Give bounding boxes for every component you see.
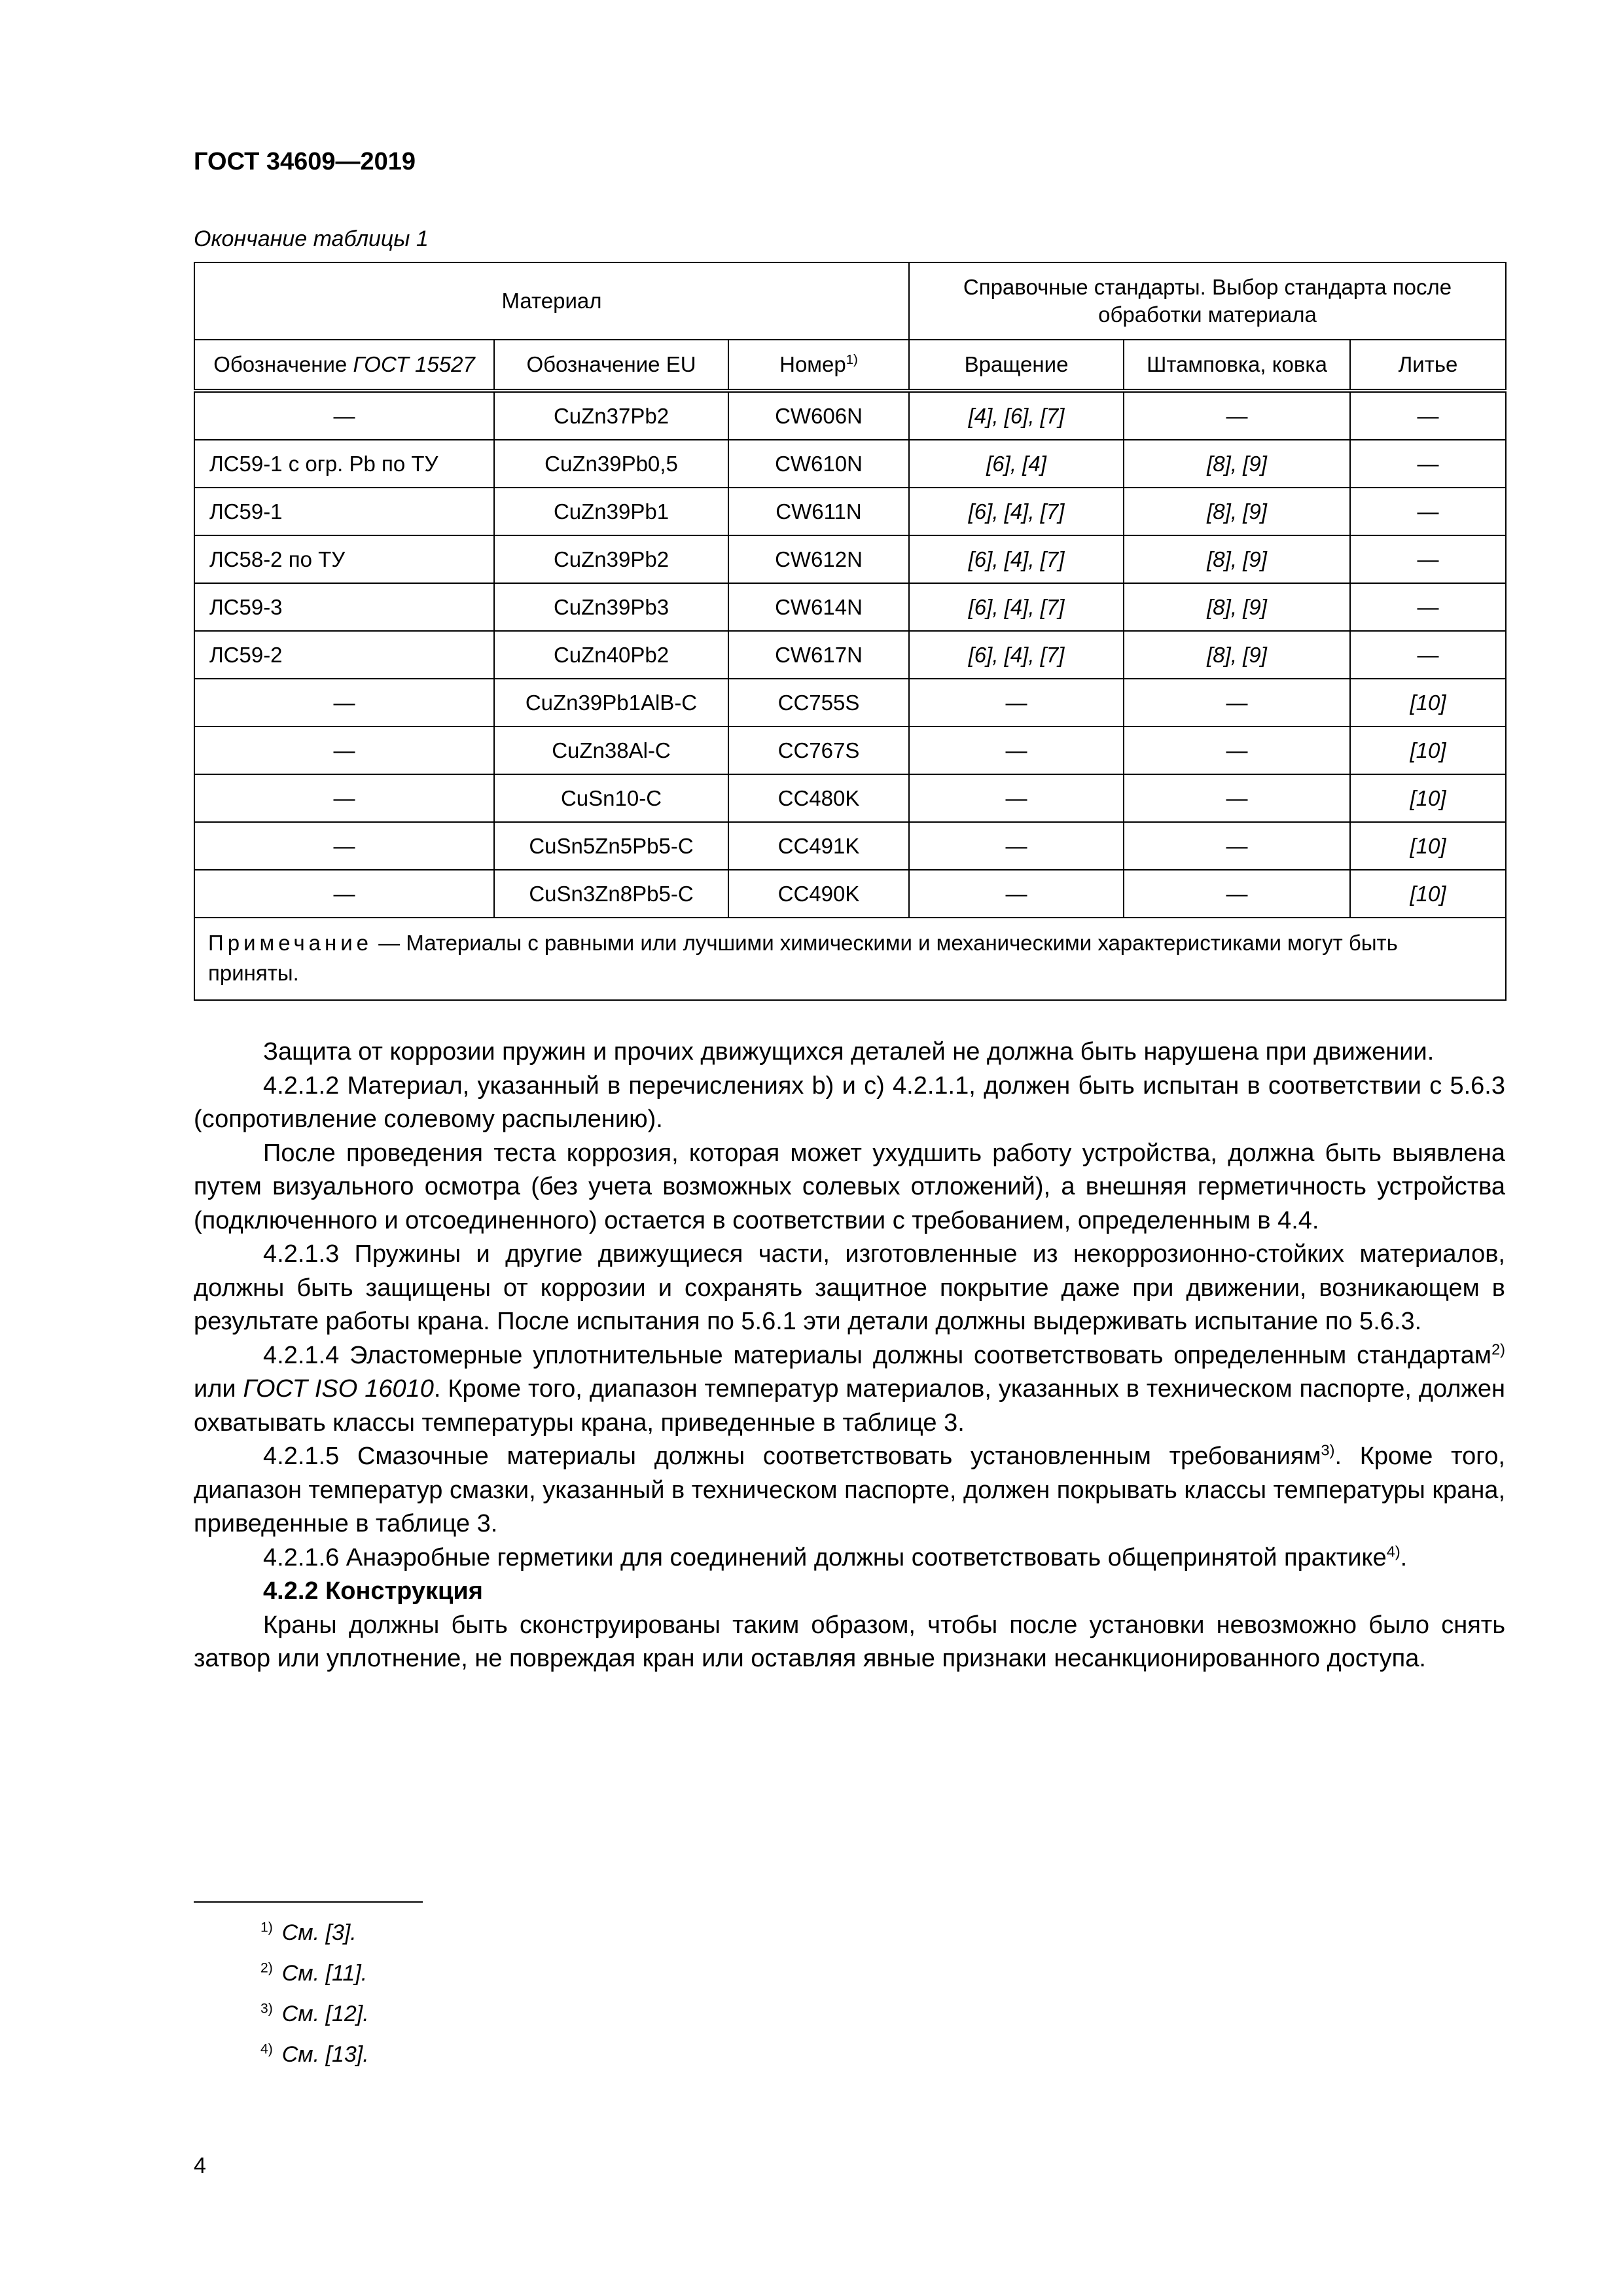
- table-row: [194, 391, 1506, 440]
- footnotes: [260, 1912, 369, 2075]
- body-text: [194, 1035, 1505, 1676]
- table-row: [194, 822, 1506, 870]
- table-cell: [8], [9]: [1124, 535, 1350, 583]
- table-cell: CW617N: [728, 631, 909, 679]
- table-cell: ЛС59-1 с огр. Pb по ТУ: [194, 440, 494, 488]
- table-cell: [8], [9]: [1124, 583, 1350, 631]
- table-cell: CC490K: [728, 870, 909, 918]
- footnote-mark: 2): [260, 1960, 273, 1976]
- table-cell: —: [909, 679, 1124, 726]
- table-cell: —: [194, 679, 494, 726]
- table-cell: CuZn38Al-C: [494, 726, 728, 774]
- column-header-number-footnote: 1): [846, 352, 858, 367]
- table-note-label: Примечание: [208, 931, 373, 955]
- table-cell: CC755S: [728, 679, 909, 726]
- table-cell: —: [194, 391, 494, 440]
- table-cell: —: [1124, 391, 1350, 440]
- column-header-eu: Обозначение EU: [494, 340, 728, 391]
- page-number: 4: [194, 2153, 206, 2178]
- table-cell: —: [194, 774, 494, 822]
- table-row: [194, 535, 1506, 583]
- table-cell: —: [1350, 440, 1506, 488]
- table-cell: [10]: [1350, 726, 1506, 774]
- paragraph-text: . Кроме того, диапазон температур смазки, указанный в техническом паспорте, должен покрывать классы температуры крана, приведенные в таблице 3.: [194, 1443, 1505, 1537]
- column-header-gost-prefix: Обозначение: [213, 352, 353, 376]
- paragraph: 4.2.1.3 Пружины и другие движущиеся части, изготовленные из некоррозионно-стойких материалов, должны быть защищены от коррозии и сохранять защитное покрытие даже при движении, возникающем в результате работы крана. После испытания по 5.6.1 эти детали должны выдерживать испытание по 5.6.3.: [194, 1240, 1505, 1335]
- group-header-material: Материал: [194, 262, 909, 340]
- table-cell: —: [1350, 488, 1506, 535]
- footnote: [260, 2034, 369, 2075]
- table-row: [194, 583, 1506, 631]
- paragraph-text: 4.2.1.6 Анаэробные герметики для соединений должны соответствовать общепринятой практике: [263, 1543, 1387, 1571]
- table-cell: ЛС58-2 по ТУ: [194, 535, 494, 583]
- column-header-stamping: Штамповка, ковка: [1124, 340, 1350, 391]
- table-cell: ЛС59-3: [194, 583, 494, 631]
- group-header-standards: Справочные стандарты. Выбор стандарта после обработки материала: [909, 262, 1506, 340]
- paragraph-text: 4.2.1.4 Эластомерные уплотнительные материалы должны соответствовать определенным стандартам: [263, 1341, 1492, 1369]
- standard-reference: ГОСТ ISO 16010: [243, 1375, 434, 1403]
- table-cell: —: [194, 822, 494, 870]
- table-cell: [6], [4], [7]: [909, 535, 1124, 583]
- column-header-number-label: Номер: [779, 352, 846, 376]
- table-cell: CW610N: [728, 440, 909, 488]
- column-header-number: [728, 340, 909, 391]
- table-cell: CuSn3Zn8Pb5-C: [494, 870, 728, 918]
- paragraph: После проведения теста коррозия, которая может ухудшить работу устройства, должна быть выявлена путем визуального осмотра (без учета возможных солевых отложений), а внешняя герметичность устройства (подключенного и отсоединенного) остается в соответствии с требованием, определенным в 4.4.: [194, 1139, 1505, 1234]
- footnote: [260, 1994, 369, 2034]
- column-header-rotation: Вращение: [909, 340, 1124, 391]
- table-note-text: — Материалы с равными или лучшими химическими и механическими характеристиками могут быть приняты.: [208, 931, 1398, 985]
- table-cell: [6], [4], [7]: [909, 488, 1124, 535]
- table-header-row-columns: [194, 340, 1506, 391]
- table-row: [194, 726, 1506, 774]
- paragraph: [194, 1339, 1505, 1441]
- table-cell: [8], [9]: [1124, 488, 1350, 535]
- footnote-text: См. [12].: [281, 2001, 369, 2026]
- table-cell: —: [1124, 726, 1350, 774]
- materials-table: [194, 262, 1507, 1001]
- footnote-mark: 3): [260, 2001, 273, 2017]
- footnote-ref: 2): [1491, 1340, 1505, 1357]
- column-header-gost: [194, 340, 494, 391]
- table-cell: CuZn37Pb2: [494, 391, 728, 440]
- table-cell: CuZn39Pb1: [494, 488, 728, 535]
- column-header-casting: Литье: [1350, 340, 1506, 391]
- footnote-text: См. [3].: [281, 1920, 357, 1945]
- paragraph-text: или: [194, 1375, 243, 1403]
- footnote-mark: 4): [260, 2041, 273, 2057]
- table-cell: [10]: [1350, 679, 1506, 726]
- table-cell: —: [909, 726, 1124, 774]
- table-cell: —: [1124, 774, 1350, 822]
- table-cell: [6], [4], [7]: [909, 631, 1124, 679]
- table-cell: CC491K: [728, 822, 909, 870]
- paragraph-text: 4.2.1.5 Смазочные материалы должны соответствовать установленным требованиям: [263, 1443, 1321, 1470]
- table-cell: —: [909, 822, 1124, 870]
- document-header: ГОСТ 34609—2019: [194, 148, 416, 175]
- table-cell: —: [194, 726, 494, 774]
- table-cell: CW611N: [728, 488, 909, 535]
- table-row: [194, 679, 1506, 726]
- footnote: [260, 1912, 369, 1953]
- table-cell: [10]: [1350, 870, 1506, 918]
- footnote-ref: 3): [1321, 1441, 1335, 1459]
- table-cell: —: [194, 870, 494, 918]
- table-cell: CuZn39Pb0,5: [494, 440, 728, 488]
- table-cell: CW606N: [728, 391, 909, 440]
- paragraph: Защита от коррозии пружин и прочих движущихся деталей не должна быть нарушена при движении.: [263, 1038, 1435, 1066]
- table-cell: —: [1350, 631, 1506, 679]
- footnote: [260, 1953, 369, 1994]
- table-cell: —: [1124, 822, 1350, 870]
- table-cell: [6], [4]: [909, 440, 1124, 488]
- paragraph-text: . Кроме того, диапазон температур материалов, указанных в техническом паспорте, должен охватывать классы температуры крана, приведенные в таблице 3.: [194, 1375, 1506, 1437]
- table-cell: CuZn39Pb3: [494, 583, 728, 631]
- footnote-divider: [194, 1901, 423, 1903]
- table-cell: —: [909, 774, 1124, 822]
- table-cell: CuZn39Pb1AlB-C: [494, 679, 728, 726]
- table-cell: CuSn10-C: [494, 774, 728, 822]
- table-cell: —: [1350, 583, 1506, 631]
- table-cell: [6], [4], [7]: [909, 583, 1124, 631]
- table-cell: CW614N: [728, 583, 909, 631]
- paragraph-text: .: [1400, 1543, 1408, 1571]
- table-cell: CW612N: [728, 535, 909, 583]
- table-cell: [10]: [1350, 822, 1506, 870]
- table-cell: —: [1350, 391, 1506, 440]
- table-row: [194, 440, 1506, 488]
- footnote-ref: 4): [1386, 1542, 1400, 1560]
- table-row: [194, 631, 1506, 679]
- table-cell: [8], [9]: [1124, 440, 1350, 488]
- table-cell: CuZn39Pb2: [494, 535, 728, 583]
- table-row: [194, 774, 1506, 822]
- table-cell: CC480K: [728, 774, 909, 822]
- table-cell: —: [909, 870, 1124, 918]
- table-caption: Окончание таблицы 1: [194, 226, 429, 251]
- paragraph: [194, 1440, 1505, 1541]
- paragraph: 4.2.1.2 Материал, указанный в перечислениях b) и c) 4.2.1.1, должен быть испытан в соответствии с 5.6.3 (сопротивление солевому распылению).: [194, 1071, 1505, 1133]
- paragraph: [194, 1541, 1505, 1575]
- table-cell: [10]: [1350, 774, 1506, 822]
- table-cell: ЛС59-1: [194, 488, 494, 535]
- table-note: [194, 918, 1506, 1000]
- table-cell: [8], [9]: [1124, 631, 1350, 679]
- footnote-text: См. [11].: [281, 1961, 368, 1986]
- footnote-mark: 1): [260, 1920, 273, 1935]
- footnote-text: См. [13].: [281, 2042, 369, 2067]
- table-cell: —: [1124, 679, 1350, 726]
- table-cell: CC767S: [728, 726, 909, 774]
- column-header-gost-ref: ГОСТ 15527: [353, 352, 475, 376]
- table-cell: CuZn40Pb2: [494, 631, 728, 679]
- table-row: [194, 488, 1506, 535]
- table-cell: —: [1350, 535, 1506, 583]
- table-cell: ЛС59-2: [194, 631, 494, 679]
- table-cell: —: [1124, 870, 1350, 918]
- table-cell: [4], [6], [7]: [909, 391, 1124, 440]
- section-heading: 4.2.2 Конструкция: [263, 1577, 483, 1605]
- table-row: [194, 870, 1506, 918]
- table-header-row-groups: [194, 262, 1506, 340]
- paragraph: Краны должны быть сконструированы таким образом, чтобы после установки невозможно было снять затвор или уплотнение, не повреждая кран или оставляя явные признаки несанкционированного доступа.: [194, 1611, 1505, 1672]
- table-note-row: [194, 918, 1506, 1000]
- table-cell: CuSn5Zn5Pb5-C: [494, 822, 728, 870]
